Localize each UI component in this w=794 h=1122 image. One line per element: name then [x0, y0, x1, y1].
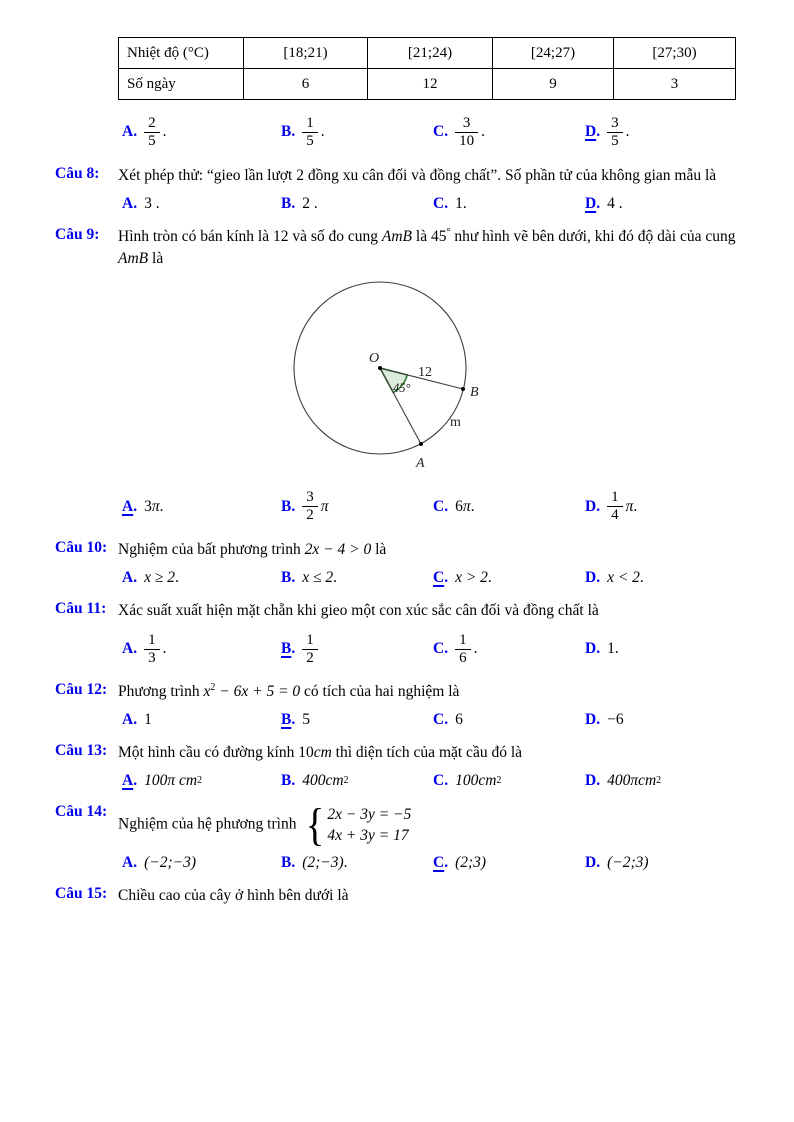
point-a-label: A: [416, 456, 425, 472]
option-b: [281, 487, 433, 526]
fraction-numerator: 1: [607, 489, 623, 507]
option-letter-char: B: [281, 497, 292, 515]
option-b: [281, 854, 433, 872]
math-run: x ≤ 2: [302, 568, 334, 586]
option-letter-char: A: [122, 123, 134, 141]
option-letter-char: D: [585, 497, 597, 515]
option-letter-char: B: [281, 194, 292, 212]
math-run: AmB: [118, 250, 149, 268]
option-a: [122, 711, 281, 729]
fraction: [455, 632, 471, 667]
option-letter: A.: [122, 123, 138, 141]
option-a: [122, 569, 281, 587]
question-number: Câu 9:: [55, 225, 100, 243]
option-b: [281, 113, 433, 152]
option-letter: C.: [433, 194, 449, 212]
option-letter: C.: [433, 123, 449, 141]
math-run: π: [625, 497, 634, 515]
option-c: [433, 569, 585, 587]
option-a: [122, 195, 281, 213]
options-row: [122, 711, 794, 729]
question-number: Câu 8:: [55, 164, 100, 182]
text-run: Một hình cầu có đường kính 10: [118, 744, 314, 762]
option-letter: B.: [281, 194, 296, 212]
option-letter-char: C: [433, 772, 445, 790]
option-letter-char: A: [122, 194, 134, 212]
math-run: − 6x + 5 = 0: [215, 683, 301, 701]
table-row: [119, 69, 736, 100]
text-run: 4 .: [607, 194, 623, 212]
circle-figure-svg: [290, 279, 502, 475]
radius-value-label: 12: [418, 365, 432, 381]
question-line: [0, 539, 794, 562]
option-c: [433, 498, 585, 516]
text-run: là 45: [412, 227, 447, 245]
options-row: [122, 772, 794, 790]
system-equation: 4x + 3y = 17: [327, 827, 409, 845]
text-run: .: [470, 497, 475, 515]
option-letter: B.: [281, 497, 296, 515]
text-run: 5: [302, 711, 310, 729]
question-text: [118, 742, 752, 765]
question-block: [0, 226, 794, 526]
option-letter: D.: [585, 194, 601, 212]
table-header-cell: [24;27): [493, 38, 614, 69]
question-line: [0, 600, 794, 623]
option-letter-char: B: [281, 568, 292, 586]
option-letter-char: B: [281, 772, 292, 790]
text-run: là: [371, 541, 387, 558]
math-run: x ≥ 2: [144, 568, 175, 586]
fraction: [455, 115, 478, 150]
angle-value-label: 45°: [393, 381, 411, 396]
option-letter-char: C: [433, 123, 445, 141]
fraction: [144, 632, 160, 667]
option-letter-char: C: [433, 194, 445, 212]
option-letter: D.: [585, 123, 601, 141]
option-letter: A.: [122, 640, 138, 658]
fraction-numerator: 1: [302, 632, 318, 650]
system-lines: [327, 804, 411, 846]
option-letter: C.: [433, 497, 449, 515]
math-run: x > 2: [455, 568, 488, 586]
system-equation: 2x − 3y = −5: [327, 806, 412, 824]
option-letter: C.: [433, 568, 449, 586]
question-line: [0, 742, 794, 765]
option-letter: C.: [433, 711, 449, 729]
frequency-table: [118, 37, 736, 100]
fraction-denominator: 5: [148, 132, 156, 149]
option-a: [122, 854, 281, 872]
option-letter-char: C: [433, 497, 445, 515]
question-block: [0, 539, 794, 587]
point-a-dot: [419, 442, 423, 446]
equation-system: [304, 799, 412, 851]
question-block: [0, 885, 794, 908]
text-run: là: [148, 250, 164, 268]
text-run: Xét phép thử: “gieo lần lượt 2 đồng xu cân đối và đồng chất”. Số phần tử của không gian mẫu là: [118, 166, 717, 184]
fraction-denominator: 5: [611, 132, 619, 149]
question-line: [0, 226, 794, 272]
fraction-numerator: 2: [144, 115, 160, 133]
text-run: .: [639, 568, 644, 586]
option-d: [585, 569, 794, 587]
text-run: .: [320, 123, 325, 141]
table-value-cell: Số ngày: [119, 69, 244, 100]
math-run: x: [203, 683, 211, 701]
option-letter-char: D: [585, 194, 597, 212]
text-run: .: [633, 497, 638, 515]
option-letter: A.: [122, 772, 138, 790]
option-b: [281, 711, 433, 729]
question-block: [0, 165, 794, 213]
math-run: 400cm: [302, 772, 344, 790]
fraction: [302, 489, 318, 524]
option-letter-char: A: [122, 568, 134, 586]
question-line: [0, 885, 794, 908]
option-letter: A.: [122, 711, 138, 729]
text-run: 3 .: [144, 194, 160, 212]
fraction-denominator: 6: [459, 649, 467, 666]
option-letter: B.: [281, 854, 296, 872]
fraction-denominator: 4: [611, 507, 619, 524]
fraction: [302, 632, 318, 667]
question-line: [0, 165, 794, 188]
brace-glyph: {: [305, 799, 325, 851]
math-run: 100π cm: [144, 772, 198, 790]
option-letter-char: A: [122, 711, 134, 729]
math-run: AmB: [381, 227, 413, 245]
question-line: [0, 799, 794, 851]
math-run: 400πcm: [607, 772, 657, 790]
center-label: O: [369, 351, 380, 367]
table-header-cell: [27;30): [614, 38, 736, 69]
text-run: 1.: [455, 194, 467, 212]
option-letter: C.: [433, 772, 449, 790]
text-run: Xác suất xuất hiện mặt chẵn khi gieo một con xúc sắc cân đối và đồng chất là: [118, 601, 599, 619]
text-run: .: [162, 640, 167, 658]
option-letter: A.: [122, 497, 138, 515]
math-run: π: [320, 497, 329, 515]
fraction: [607, 489, 623, 524]
question-text: [118, 539, 752, 562]
question-text: [118, 165, 752, 188]
text-run: 1: [144, 711, 152, 729]
math-run: 100cm: [455, 772, 497, 790]
arc-label: m: [450, 415, 461, 431]
question-number: Câu 12:: [55, 681, 108, 699]
text-run: như hình vẽ bên dưới, khi đó độ dài của cung: [450, 227, 736, 245]
text-run: 3: [144, 497, 152, 515]
point-b-dot: [461, 387, 465, 391]
options-row: [122, 569, 794, 587]
option-letter: B.: [281, 640, 296, 658]
option-letter: B.: [281, 123, 296, 141]
superscript: 2: [210, 682, 216, 694]
questions-list: [0, 113, 794, 908]
option-letter: A.: [122, 568, 138, 586]
options-row: [122, 113, 794, 152]
option-letter: B.: [281, 711, 296, 729]
option-letter-char: D: [585, 711, 597, 729]
text-run: .: [487, 568, 492, 586]
option-letter: A.: [122, 854, 138, 872]
option-letter-char: D: [585, 568, 597, 586]
fraction-numerator: 1: [144, 632, 160, 650]
question-text: [118, 799, 752, 851]
option-letter-char: B: [281, 711, 292, 729]
text-run: Nghiệm của hệ phương trình: [118, 815, 301, 833]
option-c: C. 100cm 2: [433, 772, 502, 790]
option-a: [122, 113, 281, 152]
fraction-denominator: 3: [148, 649, 156, 666]
table-value-cell: 9: [493, 69, 614, 100]
fraction-numerator: 3: [607, 115, 623, 133]
table-header-cell: Nhiệt độ (°C): [119, 38, 244, 69]
table-value-cell: 6: [244, 69, 368, 100]
option-letter-char: A: [122, 854, 134, 872]
options-row: [122, 630, 794, 669]
math-run: cm: [313, 744, 332, 762]
math-run: π: [462, 497, 471, 515]
question-block: [0, 600, 794, 669]
table-value-cell: 3: [614, 69, 736, 100]
option-letter-char: A: [122, 640, 134, 658]
superscript: °: [446, 226, 451, 238]
option-a: A. 100π cm 2: [122, 772, 203, 790]
question-block: [0, 681, 794, 729]
math-run: π: [151, 497, 160, 515]
question-number: Câu 15:: [55, 885, 108, 903]
text-run: .: [343, 854, 348, 872]
option-letter-char: A: [122, 772, 134, 790]
question-text: [118, 681, 752, 704]
option-c: [433, 195, 585, 213]
question-block: [0, 113, 794, 152]
text-run: Chiều cao của cây ở hình bên dưới là: [118, 887, 349, 905]
options-row: [122, 487, 794, 526]
fraction: [302, 115, 318, 150]
text-run: thì diện tích của mặt cầu đó là: [331, 744, 523, 762]
math-run: (−2;3): [607, 854, 649, 872]
fraction-denominator: 2: [306, 649, 314, 666]
option-letter-char: B: [281, 854, 292, 872]
table-header-cell: [18;21): [244, 38, 368, 69]
option-a: [122, 630, 281, 669]
option-letter: D.: [585, 568, 601, 586]
option-c: [433, 854, 585, 872]
option-b: [281, 195, 433, 213]
text-run: Nghiệm của bất phương trình: [118, 541, 305, 558]
text-run: Hình tròn có bán kính là 12 và số đo cung: [118, 227, 382, 245]
option-letter-char: C: [433, 711, 445, 729]
option-d: D. 400πcm 2: [585, 772, 662, 790]
text-run: Phương trình: [118, 683, 204, 701]
question-number: Câu 10:: [55, 539, 108, 556]
text-run: .: [473, 640, 478, 658]
option-letter: D.: [585, 711, 601, 729]
fraction-denominator: 5: [306, 132, 314, 149]
option-d: [585, 113, 794, 152]
fraction: [144, 115, 160, 150]
question-line: [0, 681, 794, 704]
question-text: [118, 600, 752, 623]
option-letter: D.: [585, 640, 601, 658]
fraction: [607, 115, 623, 150]
math-run: 2x − 4 > 0: [304, 541, 372, 558]
option-letter: A.: [122, 194, 138, 212]
fraction-numerator: 3: [455, 115, 478, 133]
option-d: [585, 711, 794, 729]
option-d: [585, 854, 794, 872]
text-run: 6: [455, 711, 463, 729]
option-letter-char: B: [281, 640, 292, 658]
option-letter: C.: [433, 640, 449, 658]
option-b: [281, 630, 433, 669]
option-b: B. 400cm 2: [281, 772, 349, 790]
table-header-cell: [21;24): [368, 38, 493, 69]
text-run: −6: [607, 711, 624, 729]
text-run: .: [159, 497, 164, 515]
option-letter: C.: [433, 854, 449, 872]
option-letter: D.: [585, 772, 601, 790]
point-b-label: B: [470, 385, 479, 401]
option-letter: D.: [585, 854, 601, 872]
option-letter-char: C: [433, 568, 445, 586]
option-letter: B.: [281, 568, 296, 586]
option-d: [585, 195, 794, 213]
math-run: (2;−3): [302, 854, 344, 872]
question-text: [118, 226, 752, 272]
option-letter: B.: [281, 772, 296, 790]
question-number: Câu 11:: [55, 599, 107, 617]
text-run: .: [625, 123, 630, 141]
option-c: [433, 630, 585, 669]
fraction-denominator: 2: [306, 507, 314, 524]
question-block: [0, 742, 794, 790]
center-dot: [378, 366, 382, 370]
option-letter-char: D: [585, 854, 597, 872]
table-value-cell: 12: [368, 69, 493, 100]
fraction-numerator: 1: [302, 115, 318, 133]
question-block: [0, 799, 794, 872]
text-run: .: [174, 568, 179, 586]
option-c: [433, 711, 585, 729]
option-d: [585, 487, 794, 526]
fraction-denominator: 10: [459, 132, 475, 149]
option-letter-char: A: [122, 497, 134, 515]
math-run: (2;3): [455, 854, 487, 872]
option-letter-char: D: [585, 640, 597, 658]
text-run: 1.: [607, 640, 619, 658]
fraction-numerator: 3: [302, 489, 318, 507]
option-d: [585, 640, 794, 658]
option-b: [281, 569, 433, 587]
circle-figure: [290, 279, 502, 480]
math-run: x < 2: [607, 568, 640, 586]
table-row: [119, 38, 736, 69]
option-c: [433, 113, 585, 152]
text-run: .: [162, 123, 167, 141]
math-run: (−2;−3): [144, 854, 196, 872]
option-a: [122, 498, 281, 516]
question-number: Câu 13:: [55, 742, 108, 760]
text-run: .: [333, 568, 337, 586]
question-text: [118, 885, 752, 908]
fraction-numerator: 1: [455, 632, 471, 650]
text-run: 2 .: [302, 194, 318, 212]
question-number: Câu 14:: [55, 803, 108, 821]
text-run: .: [481, 123, 485, 141]
text-run: 6: [455, 497, 463, 515]
option-letter: D.: [585, 497, 601, 515]
option-letter-char: C: [433, 640, 445, 658]
option-letter-char: D: [585, 772, 597, 790]
options-row: [122, 854, 794, 872]
option-letter-char: D: [585, 123, 597, 141]
text-run: có tích của hai nghiệm là: [300, 683, 460, 701]
options-row: [122, 195, 794, 213]
option-letter-char: C: [433, 854, 445, 872]
option-letter-char: B: [281, 123, 292, 141]
